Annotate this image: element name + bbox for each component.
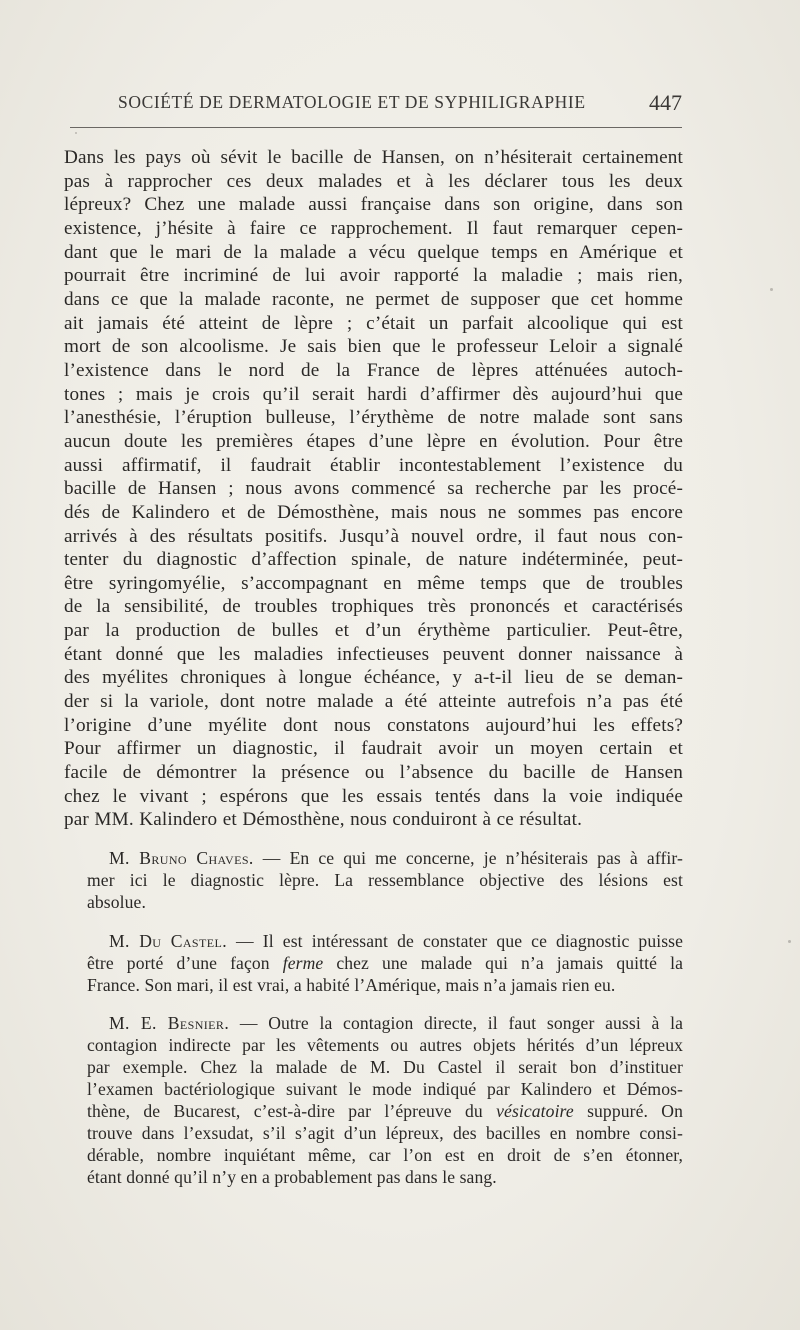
text-line: arrivés à des résultats positifs. Jusqu’à nouvel ordre, il faut nous con- xyxy=(64,525,683,547)
text-line: étant donné que les maladies infectieuses peuvent donner naissance à xyxy=(64,643,683,665)
text-line: des myélites chroniques à longue échéance, y a-t-il lieu de se deman- xyxy=(64,667,683,689)
remark-first-line xyxy=(64,1013,683,1035)
body-text xyxy=(64,146,683,1189)
text-line: l’examen bactériologique suivant le mode indiqué par Kalindero et Démos- xyxy=(87,1079,683,1100)
emphasis-text: vésicatoire xyxy=(496,1101,574,1122)
paper-speck xyxy=(75,132,77,134)
remark-besnier xyxy=(64,1013,683,1188)
text-line: aussi affirmatif, il faudrait établir incontestablement l’existence du xyxy=(64,454,683,476)
text-line: mer ici le diagnostic lèpre. La ressemblance objective des lésions est xyxy=(87,869,683,890)
text-line: der si la variole, dont notre malade a été atteinte autrefois n’a pas été xyxy=(64,691,683,713)
text-line: lépreux? Chez une malade aussi française dans son origine, dans son xyxy=(64,194,683,216)
text-line: l’origine d’une myélite dont nous constatons aujourd’hui les effets? xyxy=(64,714,683,736)
remark-text: — En ce qui me concerne, je n’hésiterais pas à affir- xyxy=(253,848,683,869)
remark-first-line xyxy=(64,848,683,870)
text-line: existence, j’hésite à faire ce rapprochement. Il faut remarquer cepen- xyxy=(64,217,683,239)
text-line xyxy=(64,1101,683,1123)
text-line: étant donné qu’il n’y en a probablement pas dans le sang. xyxy=(87,1166,497,1187)
header-rule xyxy=(70,127,682,128)
speaker-name: M. Du Castel. xyxy=(109,930,227,951)
remark-text: — Il est intéressant de constater que ce diagnostic puisse xyxy=(227,930,684,951)
text-line: par exemple. Chez la malade de M. Du Castel il serait bon d’instituer xyxy=(87,1057,683,1078)
text-line: par la production de bulles et d’un érythème particulier. Peut-être, xyxy=(64,620,683,642)
speaker-name: M. E. Besnier. xyxy=(109,1013,230,1034)
emphasis-text: ferme xyxy=(282,952,324,973)
text-run: chez une malade qui n’a jamais quitté la xyxy=(323,952,683,973)
page-number: 447 xyxy=(649,90,682,115)
running-head: SOCIÉTÉ DE DERMATOLOGIE ET DE SYPHILIGRAPHIE xyxy=(118,92,586,112)
text-line: pas à rapprocher ces deux malades et à les déclarer tous les deux xyxy=(64,170,683,192)
text-line: ait jamais été atteint de lèpre ; c’était un parfait alcoolique qui est xyxy=(64,312,683,334)
text-run: être porté d’une façon xyxy=(87,952,283,973)
remark-castel xyxy=(64,931,683,997)
text-line: chez le vivant ; espérons que les essais tentés dans la voie indiquée xyxy=(64,785,683,807)
text-line: facile de démontrer la présence ou l’absence du bacille de Hansen xyxy=(64,762,683,784)
paragraph-gap xyxy=(64,832,683,848)
text-line: être syringomyélie, s’accompagnant en même temps que de troubles xyxy=(64,572,683,594)
paragraph-gap xyxy=(64,914,683,931)
text-run: suppuré. On xyxy=(573,1101,683,1122)
page-header xyxy=(118,90,682,116)
remark-chaves xyxy=(64,848,683,914)
text-line: dant que le mari de la malade a vécu quelque temps en Amérique et xyxy=(64,241,683,263)
text-line: de la sensibilité, de troubles trophiques très prononcés et caractérisés xyxy=(64,596,683,618)
text-line: contagion indirecte par les vêtements ou autres objets hérités d’un lépreux xyxy=(87,1035,683,1056)
paper-speck xyxy=(770,288,773,291)
paragraph-gap xyxy=(64,996,683,1013)
text-line: tenter du diagnostic d’affection spinale, de nature indéterminée, peut- xyxy=(64,549,683,571)
text-line: aucun doute les premières étapes d’une lèpre en évolution. Pour être xyxy=(64,430,683,452)
paper-speck xyxy=(788,940,791,943)
text-line: dérable, nombre inquiétant même, car l’on est en droit de s’en étonner, xyxy=(87,1144,683,1165)
text-line: tones ; mais je crois qu’il serait hardi d’affirmer dès aujourd’hui que xyxy=(64,383,683,405)
text-line: dans ce que la malade raconte, ne permet de supposer que cet homme xyxy=(64,288,683,310)
text-line: trouve dans l’exsudat, s’il s’agit d’un lépreux, des bacilles en nombre consi- xyxy=(87,1123,683,1143)
text-line: absolue. xyxy=(87,891,146,912)
text-run: thène, de Bucarest, c’est-à-dire par l’épreuve du xyxy=(87,1101,497,1122)
text-line: dés de Kalindero et de Démosthène, mais nous ne sommes pas encore xyxy=(64,501,683,523)
remark-text: — Outre la contagion directe, il faut songer aussi à la xyxy=(229,1013,684,1034)
main-paragraph xyxy=(64,146,683,832)
text-line xyxy=(64,953,683,975)
text-line: par MM. Kalindero et Démosthène, nous conduiront à ce résultat. xyxy=(64,809,583,831)
remark-first-line xyxy=(64,931,683,953)
text-line: bacille de Hansen ; nous avons commencé sa recherche par les procé- xyxy=(64,478,683,500)
text-line: Pour affirmer un diagnostic, il faudrait avoir un moyen certain et xyxy=(64,738,683,760)
text-line: pourrait être incriminé de lui avoir rapporté la maladie ; mais rien, xyxy=(64,265,683,287)
text-line: l’anesthésie, l’éruption bulleuse, l’érythème de notre malade sont sans xyxy=(64,407,683,429)
text-line: France. Son mari, il est vrai, a habité l’Amérique, mais n’a jamais rien eu. xyxy=(87,974,616,995)
speaker-name: M. Bruno Chaves. xyxy=(109,848,254,869)
text-line: mort de son alcoolisme. Je sais bien que le professeur Leloir a signalé xyxy=(64,336,683,358)
text-line: l’existence dans le nord de la France de lèpres atténuées autoch- xyxy=(64,359,683,381)
text-line: Dans les pays où sévit le bacille de Hansen, on n’hésiterait certainement xyxy=(64,147,683,168)
